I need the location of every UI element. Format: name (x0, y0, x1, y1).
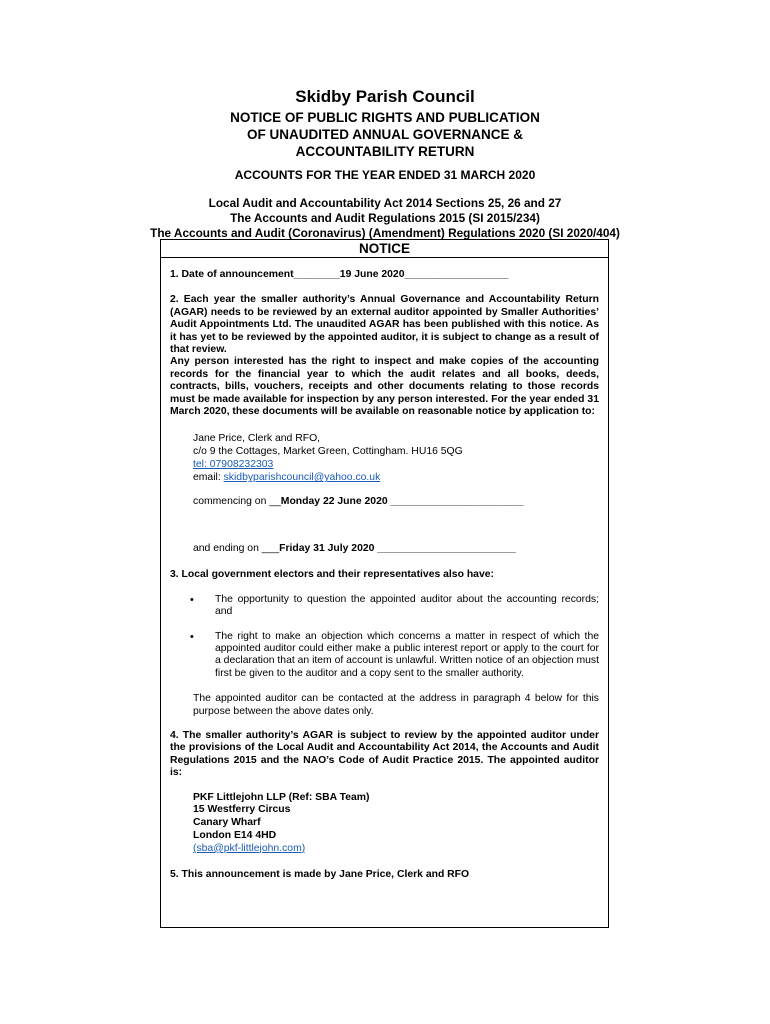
notice-box (160, 239, 609, 928)
list-item (190, 630, 599, 681)
legislation-line: Local Audit and Accountability Act 2014 Sections 25, 26 and 27 (208, 196, 562, 210)
list-item (190, 593, 599, 619)
accounts-year: ACCOUNTS FOR THE YEAR ENDED 31 MARCH 2020 (234, 168, 536, 182)
contact-address: c/o 9 the Cottages, Market Green, Cottingham. HU16 5QG (193, 446, 463, 458)
legislation-line: The Accounts and Audit (Coronavirus) (Amendment) Regulations 2020 (SI 2020/404) (150, 226, 620, 240)
address-line: 15 Westferry Circus (193, 804, 291, 816)
bullet-icon: • (190, 630, 194, 643)
legislation-list (0, 196, 770, 241)
auditor-address (193, 792, 599, 856)
contact-email-label: email: (193, 472, 224, 484)
title-line: ACCOUNTABILITY RETURN (295, 144, 475, 159)
section-5: 5. This announcement is made by Jane Price, Clerk and RFO (170, 868, 470, 880)
auditor-email-link[interactable]: (sba@pkf-littlejohn.com) (193, 842, 306, 854)
ending-label: and ending on ___ (193, 542, 280, 554)
title-line: OF UNAUDITED ANNUAL GOVERNANCE & (246, 127, 523, 142)
announcement-date-label: 1. Date of announcement________ (170, 269, 340, 280)
commencing-date (193, 496, 599, 508)
title-line: NOTICE OF PUBLIC RIGHTS AND PUBLICATION (230, 110, 540, 125)
address-line: PKF Littlejohn LLP (Ref: SBA Team) (193, 791, 370, 803)
council-name: Skidby Parish Council (295, 87, 475, 106)
address-line: Canary Wharf (193, 817, 261, 829)
section-2 (170, 294, 599, 418)
contact-email-link[interactable]: skidbyparishcouncil@yahoo.co.uk (223, 472, 381, 484)
list-item-text: The right to make an objection which concerns a matter in respect of which the appointed auditor could either make a public interest report or apply to the court for a declaration that an item of account is unlawful. Written notice of an objection must first be given to the auditor and a copy sent to the smaller authority. (215, 630, 599, 679)
bullet-icon: • (190, 593, 194, 606)
contact-block (193, 432, 599, 484)
section-3-heading: 3. Local government electors and their representatives also have: (170, 569, 494, 581)
legislation-line: The Accounts and Audit Regulations 2015 (SI 2015/234) (230, 211, 540, 225)
section-2-para-a: 2. Each year the smaller authority’s Annual Governance and Accountability Return (AGAR) needs to be reviewed by an external auditor appointed by Smaller Authorities’ Audit Appointments Ltd. The unaudited AGAR has been published with this notice. As it has yet to be reviewed by the appointed auditor, it is subject to change as a result of that review. (170, 294, 599, 356)
address-line: London E14 4HD (193, 829, 277, 841)
section-2-para-b: Any person interested has the right to inspect and make copies of the accounting records for the financial year to which the audit relates and all books, deeds, contracts, bills, vouchers, receipts and other documents relating to those records must be made available for inspection by any person interested. For the year ended 31 March 2020, these documents will be available on reasonable notice by application to: (170, 356, 599, 418)
section-4: 4. The smaller authority’s AGAR is subject to review by the appointed auditor under the provisions of the Local Audit and Accountability Act 2014, the Accounts and Audit Regulations 2015 and the NAO’s Code of Audit Practice 2015. The appointed auditor is: (170, 729, 599, 779)
document-header (0, 86, 770, 241)
contact-name: Jane Price, Clerk and RFO, (193, 433, 321, 445)
notice-heading: NOTICE (161, 240, 608, 258)
commencing-value: Monday 22 June 2020 _______________________ (280, 496, 524, 508)
ending-value: Friday 31 July 2020 ________________________ (279, 542, 516, 554)
list-item-text: The opportunity to question the appointed auditor about the accounting records; and (215, 593, 599, 618)
contact-phone-link[interactable]: tel: 07908232303 (193, 459, 274, 471)
notice-title (0, 109, 770, 160)
ending-date (193, 543, 599, 555)
commencing-label: commencing on __ (193, 496, 281, 508)
announcement-date-value: 19 June 2020__________________ (339, 269, 509, 280)
auditor-contact-note: The appointed auditor can be contacted at the address in paragraph 4 below for this purpose between the above dates only. (193, 693, 599, 717)
notice-body (161, 258, 608, 881)
announcement-date (170, 269, 599, 281)
